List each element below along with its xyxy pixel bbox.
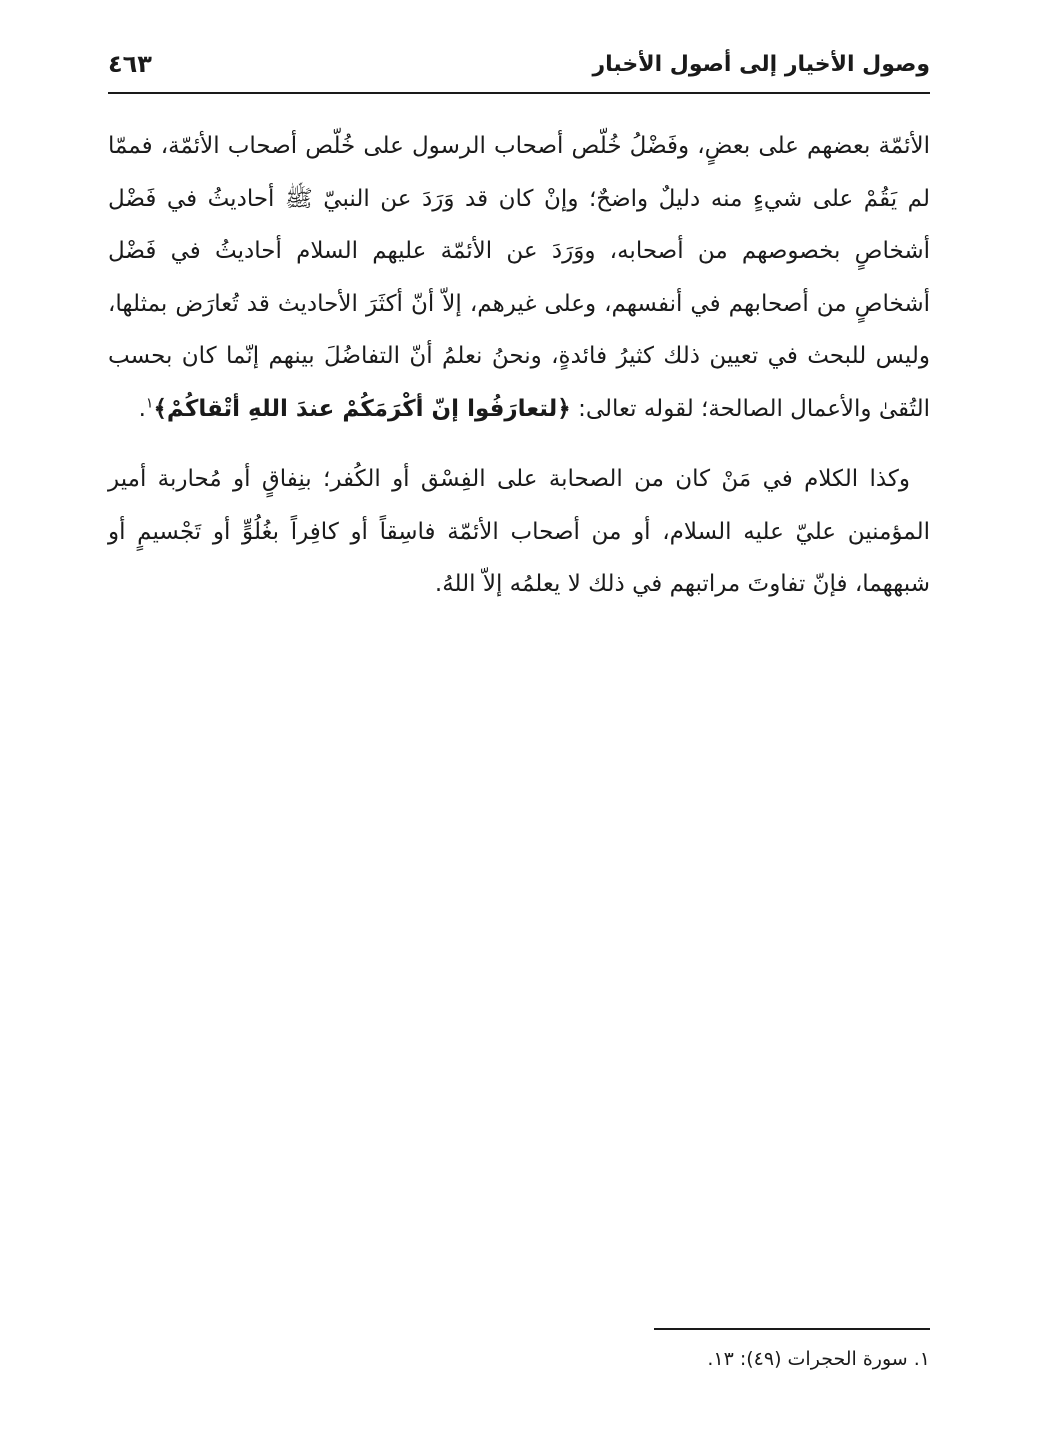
page-number: ٤٦٣	[108, 50, 152, 78]
paragraph-end: .	[138, 395, 146, 422]
quran-quote: ﴿لتعارَفُوا إنّ أكْرَمَكُمْ عندَ اللهِ أتْقاكُمْ﴾	[153, 395, 571, 422]
header-divider	[108, 92, 930, 94]
main-text	[108, 120, 930, 611]
footnote-divider	[654, 1328, 930, 1330]
running-header	[108, 46, 930, 90]
footnote-marker: ١	[145, 394, 154, 411]
footnote: ١. سورة الحجرات (٤٩): ١٣.	[707, 1348, 930, 1370]
paragraph	[108, 120, 930, 435]
paragraph: وكذا الكلام في مَنْ كان من الصحابة على الفِسْق أو الكُفر؛ بنِفاقٍ أو مُحاربة أمير المؤمنين عليّ عليه السلام، أو من أصحاب الأئمّة فاسِقاً أو كافِراً بغُلُوٍّ أو تَجْسيمٍ أو شبههما، فإنّ تفاوتَ مراتبهم في ذلك لا يعلمُه إلاّ اللهُ.	[108, 466, 930, 597]
paragraph-text: الأئمّة بعضهم على بعضٍ، وفَضْلُ خُلّص أصحاب الرسول على خُلّص أصحاب الأئمّة، فممّا لم يَقُمْ على شيءٍ منه دليلٌ واضحٌ؛ وإنْ كان قد وَرَدَ عن النبيّ ﷺ أحاديثُ في فَضْل أشخاصٍ بخصوصهم من أصحابه، ووَرَدَ عن الأئمّة عليهم السلام أحاديثُ في فَضْل أشخاصٍ من أصحابهم في أنفسهم، وعلى غيرهم، إلاّ أنّ أكثَرَ الأحاديث قد تُعارَض بمثلها، وليس للبحث في تعيين ذلك كثيرُ فائدةٍ، ونحنُ نعلمُ أنّ التفاضُلَ بينهم إنّما كان بحسب التُقىٰ والأعمال الصالحة؛ لقوله تعالى:	[108, 133, 930, 422]
running-title: وصول الأخيار إلى أصول الأخبار	[592, 52, 930, 77]
